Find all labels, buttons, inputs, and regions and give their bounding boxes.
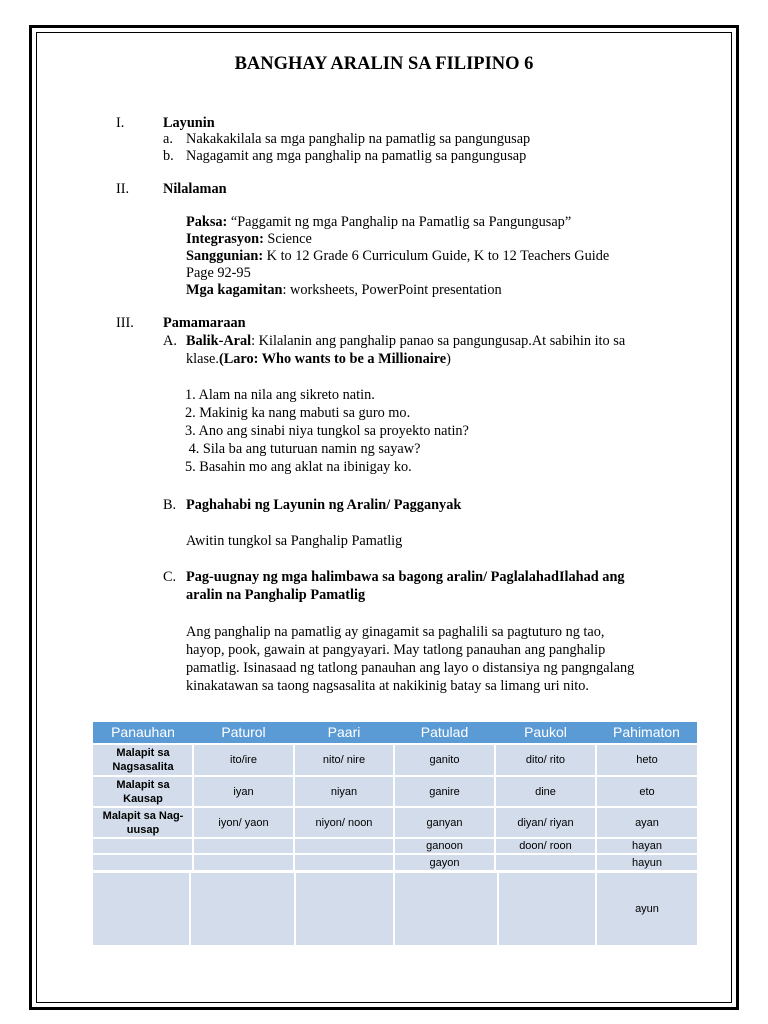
balik-aral-text: : Kilalanin ang panghalip panao sa pangungusap.At sabihin ito sa [251,333,626,349]
kagamitan-line [186,281,502,299]
paksa-line [186,213,571,231]
table-cell: ganoon [426,840,463,852]
table-cell: niyan [330,785,358,798]
list-item: 4. Sila ba ang tuturuan namin ng sayaw? [185,441,421,457]
integrasyon-value: Science [263,231,312,247]
table-row-label: Malapit sa Nagsasalita [112,747,174,773]
balik-aral-line [186,332,625,350]
table-row-label: Malapit sa Nag- uusap [102,809,184,836]
table-cell: ganyan [426,816,463,829]
list-item: 3. Ano ang sinabi niya tungkol sa proyekto natin? [185,423,469,439]
header-patulad: Patulad [420,724,469,740]
header-paturol: Paturol [221,724,266,740]
part-b-text: Awitin tungkol sa Panghalip Pamatlig [186,533,403,549]
balik-aral-cont-text: klase. [186,351,219,367]
table-row-label: Malapit sa Kausap [116,778,170,805]
objective-b-letter: b. [163,148,174,164]
table-cell: ito/ire [230,754,257,766]
section-three-number: III. [116,315,134,331]
list-item: 5. Basahin mo ang aklat na ibinigay ko. [185,459,412,475]
table-cell: niyon/ noon [315,816,373,829]
balik-aral-cont-end: ) [446,351,451,367]
table-cell: hayan [632,840,662,852]
header-pahimaton: Pahimaton [613,724,680,740]
section-one-heading: Layunin [163,115,215,131]
sanggunian-line [186,247,609,265]
paragraph-line: kinakatawan sa taong nagsasalita at nakikinig batay sa limang uri nito. [186,678,589,694]
document-title: BANGHAY ARALIN SA FILIPINO 6 [234,54,534,74]
table-cell: dine [535,785,556,798]
sanggunian-value: K to 12 Grade 6 Curriculum Guide, K to 12 Teachers Guide [263,248,610,264]
part-a-letter: A. [163,333,177,349]
table-cell: ganire [429,785,460,798]
table-cell: dito/ rito [525,754,566,766]
integrasyon-line [186,230,312,248]
table-cell: ayun [635,903,659,915]
kagamitan-value: : worksheets, PowerPoint presentation [282,282,502,298]
table-cell: diyan/ riyan [517,816,574,829]
part-c-heading-line2: aralin na Panghalip Pamatlig [186,587,366,603]
list-item: 2. Makinig ka nang mabuti sa guro mo. [185,405,411,421]
objective-b-text: Nagagamit ang mga panghalip na pamatlig sa pangungusap [186,148,527,164]
sanggunian-continuation: Page 92-95 [186,265,251,281]
part-c-letter: C. [163,569,177,585]
section-three-heading: Pamamaraan [163,315,246,331]
objective-a-letter: a. [163,131,173,147]
header-paari: Paari [327,724,361,740]
integrasyon-label: Integrasyon: [186,231,264,247]
table-cell: eto [639,785,655,798]
paksa-value: “Paggamit ng mga Panghalip na Pamatlig sa Pangungusap” [227,214,572,230]
balik-aral-game: (Laro: Who wants to be a Millionaire [218,351,447,367]
paragraph-line: hayop, pook, gawain at pangyayari. May tatlong panauhan ang panghalip [186,642,606,658]
balik-aral-label: Balik-Aral [186,333,252,349]
table-separator [294,870,296,945]
part-c-heading-line1: Pag-uugnay ng mga halimbawa sa bagong aralin/ PaglalahadIlahad ang [186,569,625,585]
list-item: 1. Alam na nila ang sikreto natin. [185,387,375,403]
table-cell: gayon [429,856,460,869]
table-cell: nito/ nire [322,754,366,766]
table-cell: heto [636,754,658,766]
table-cell: iyan [233,785,254,798]
section-one-number: I. [116,115,125,131]
table-cell: ganito [429,754,460,766]
objective-a-text: Nakakakilala sa mga panghalip na pamatlig sa pangungusap [186,131,531,147]
table-separator [497,870,499,945]
header-panauhan: Panauhan [111,724,175,740]
balik-aral-continuation [186,350,451,368]
table-cell: hayun [632,856,662,869]
table-cell: ayan [635,816,659,829]
part-b-letter: B. [163,497,177,513]
section-two-heading: Nilalaman [163,181,227,197]
header-paukol: Paukol [524,724,567,740]
table-cell: iyon/ yaon [218,816,269,829]
table-cell: doon/ roon [519,840,572,852]
table-separator [189,870,191,945]
part-b-heading: Paghahabi ng Layunin ng Aralin/ Pagganyak [186,497,462,513]
paragraph-line: pamatlig. Isinasaad ng tatlong panauhan ang layo o distansiya ng pangngalang [186,660,635,676]
sanggunian-label: Sanggunian: [186,248,264,264]
paksa-label: Paksa: [186,214,228,230]
table-separator [93,870,697,872]
kagamitan-label: Mga kagamitan [186,282,283,298]
paragraph-line: Ang panghalip na pamatlig ay ginagamit sa paghalili sa pagtuturo ng tao, [186,624,605,640]
section-two-number: II. [116,181,130,197]
